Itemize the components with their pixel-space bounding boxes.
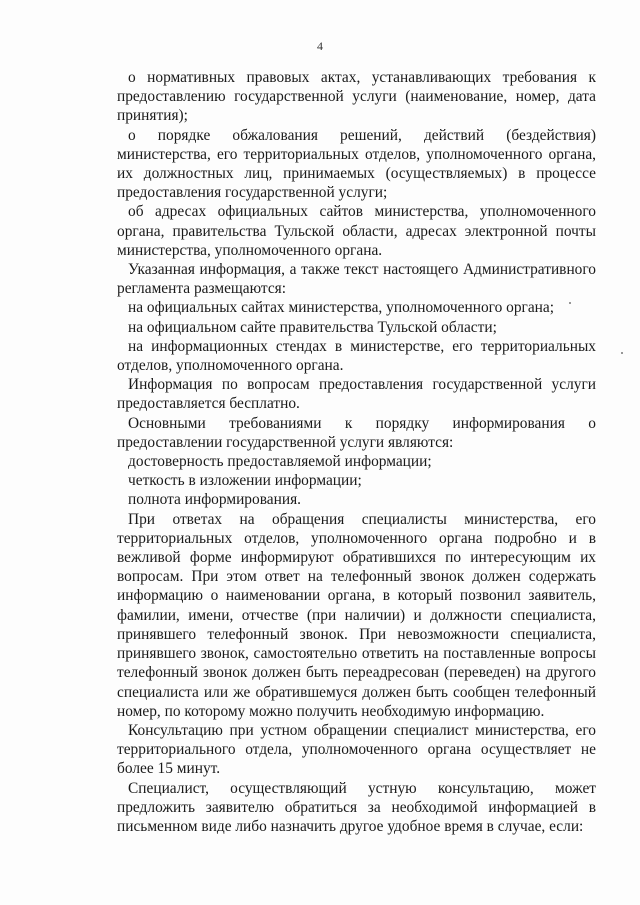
paragraph-13: При ответах на обращения специалисты министерства, его территориальных отделов, уполномоченного органа подробно и в вежливой форме информируют обратившихся по интересующим их вопросам. При этом ответ на телефонный звонок должен содержать информацию о наименовании органа, в который позвонил заявитель, фамилии, имени, отчестве (при наличии) и должности специалиста, принявшего телефонный звонок. При невозможности специалиста, принявшего звонок, самостоятельно ответить на поставленные вопросы телефонный звонок должен быть переадресован (переведен) на другого специалиста или же обратившемуся должен быть сообщен телефонный номер, по которому можно получить необходимую информацию. — [117, 510, 596, 720]
paragraph-2: о порядке обжалования решений, действий (бездействия) министерства, его территориальных отделов, уполномоченного органа, их должностных лиц, принимаемых (осуществляемых) в процессе предоставления государственной услуги; — [117, 126, 596, 202]
paragraph-4: Указанная информация, а также текст настоящего Административного регламента размещаются: — [117, 261, 596, 298]
paragraph-11: четкость в изложении информации; — [128, 472, 362, 490]
paragraph-9: Основными требованиями к порядку информирования о предоставлении государственной услуги являются: — [117, 414, 596, 451]
document-body — [117, 68, 596, 836]
paragraph-10: достоверность предоставляемой информации; — [128, 453, 432, 471]
paragraph-8: Информация по вопросам предоставления государственной услуги предоставляется бесплатно. — [117, 376, 596, 413]
paragraph-15: Специалист, осуществляющий устную консультацию, может предложить заявителю обратиться за необходимой информацией в письменном виде либо назначить другое удобное время в случае, если: — [117, 779, 596, 835]
paragraph-1: о нормативных правовых актах, устанавливающих требования к предоставлению государственной услуги (наименование, номер, дата принятия); — [117, 69, 596, 125]
paragraph-14: Консультацию при устном обращении специалист министерства, его территориального отдела, уполномоченного органа осуществляет не более 15 минут. — [117, 721, 596, 778]
scan-speck — [569, 302, 571, 304]
paragraph-5: на официальных сайтах министерства, уполномоченного органа; — [128, 299, 554, 317]
paragraph-3: об адресах официальных сайтов министерства, уполномоченного органа, правительства Тульской области, адресах электронной почты министерства, уполномоченного органа. — [117, 203, 596, 259]
paragraph-12: полнота информирования. — [128, 491, 301, 509]
scan-speck — [621, 352, 623, 354]
paragraph-7: на информационных стендах в министерстве, его территориальных отделов, уполномоченного органа. — [117, 337, 596, 375]
page-number: 4 — [317, 39, 323, 53]
paragraph-6: на официальном сайте правительства Тульской области; — [128, 318, 497, 336]
